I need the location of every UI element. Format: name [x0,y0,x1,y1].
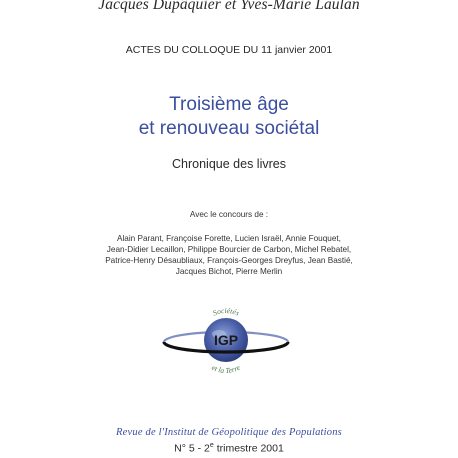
logo-ring-text-top: Sociétés [211,305,241,318]
journal-name: Revue de l'Institut de Géopolitique des Populations [116,427,342,438]
contributors-line: Alain Parant, Françoise Forette, Lucien Israël, Annie Fouquet, [117,234,341,243]
contributors-heading: Avec le concours de : [189,210,269,219]
issue-number: N° 5 - 2 [174,442,210,455]
contributors-line: Jean-Didier Lecaillon, Philippe Bourcier de Carbon, Michel Rebatel, [106,245,352,254]
logo-ring-text-bottom: et la Terre [210,362,242,376]
proceedings-line: ACTES DU COLLOQUE DU 11 janvier 2001 [125,44,333,56]
logo-center-text: IGP [213,332,239,348]
contributors-line: Patrice-Henry Désaubliaux, François-Georges Dreyfus, Jean Bastié, [105,256,353,265]
issue-line [0,442,458,455]
authors: Jacques Dupâquier et Yves-Marie Laulan [98,0,360,13]
title-line-1: Troisième âge [169,94,289,115]
issue-period: trimestre 2001 [213,442,284,455]
issue-superscript: e [209,442,214,449]
title-line-2: et renouveau sociétal [138,118,320,139]
subtitle: Chronique des livres [172,157,286,171]
contributors-line: Jacques Bichot, Pierre Merlin [175,267,283,276]
igp-logo [159,296,293,382]
